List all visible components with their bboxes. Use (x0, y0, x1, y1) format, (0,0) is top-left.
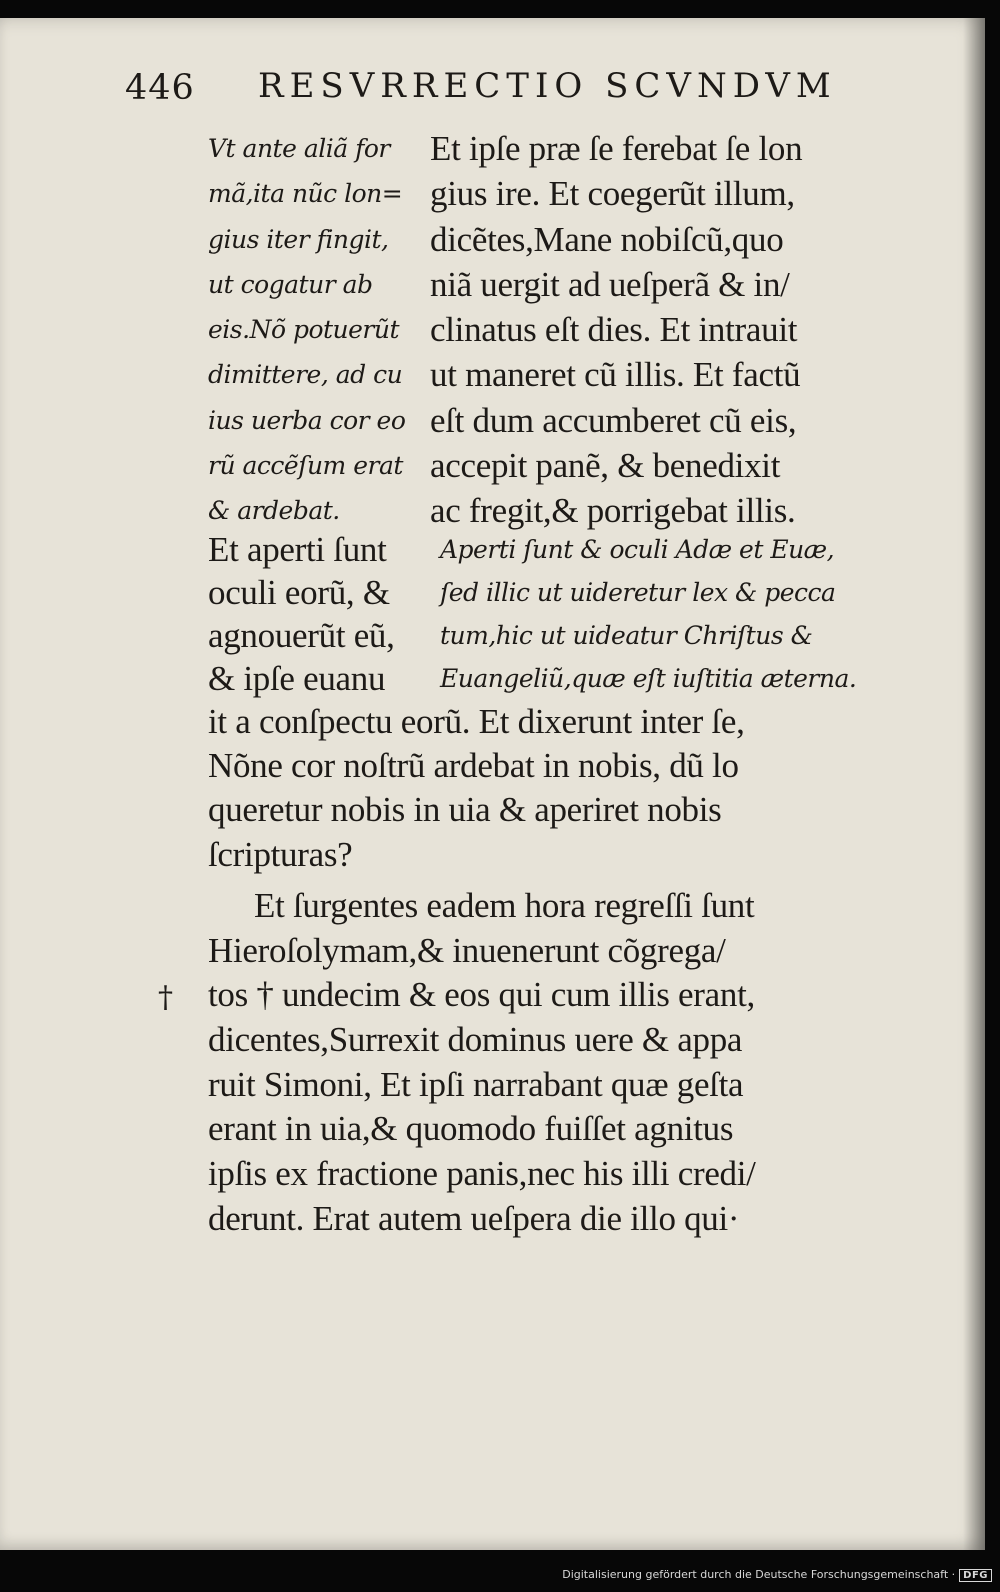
text-line: niã uergit ad ueſperã & in/ (430, 264, 790, 304)
gloss-line: gius iter fingit, (208, 224, 389, 254)
gloss-line: ius uerba cor eo (208, 405, 406, 435)
gloss-line: tum,hic ut uideatur Chriſtus & (440, 621, 813, 650)
marginal-gloss-top (208, 126, 423, 534)
page-number: 446 (125, 68, 195, 108)
gloss-line: & ardebat. (208, 496, 340, 526)
main-text-full-width (208, 700, 888, 877)
main-text-paragraph-2 (208, 884, 888, 1242)
text-line: Hieroſolymam,& inuenerunt cõgrega/ (208, 930, 726, 970)
text-line: & ipſe euanu (208, 659, 386, 698)
text-line: tos † undecim & eos qui cum illis erant, (208, 975, 755, 1015)
text-line: Et aperti ſunt (208, 530, 387, 569)
text-line: agnouerũt eũ, (208, 616, 395, 655)
gloss-line: dimittere, ad cu (208, 360, 403, 390)
text-line: derunt. Erat autem ueſpera die illo qui· (208, 1198, 740, 1238)
text-line: Nõne cor noſtrũ ardebat in nobis, dũ lo (208, 746, 739, 786)
text-line: ruit Simoni, Et ipſi narrabant quæ geſta (208, 1064, 744, 1104)
text-line: gius ire. Et coegerũt illum, (430, 174, 795, 214)
digitization-credit (562, 1568, 992, 1582)
margin-dagger-mark: † (158, 980, 173, 1015)
running-head: RESVRRECTIO SCVNDVM (258, 66, 837, 106)
credit-text: Digitalisierung gefördert durch die Deutsche Forschungsgemeinschaft · (562, 1568, 956, 1581)
text-line: oculi eorũ, & (208, 573, 390, 612)
text-line: dicẽtes,Mane nobiſcũ,quo (430, 219, 784, 259)
text-line: Et ipſe præ ſe ferebat ſe lon (430, 129, 803, 168)
text-line: ſcripturas? (208, 834, 353, 874)
gloss-line: ut cogatur ab (208, 269, 373, 299)
marginal-gloss-mid (440, 528, 880, 700)
gloss-line: Vt ante aliã for (208, 134, 390, 163)
dfg-logo: DFG (959, 1569, 992, 1582)
text-line: clinatus eſt dies. Et intrauit (430, 310, 798, 350)
gloss-line: ſed illic ut uideretur lex & pecca (440, 578, 836, 607)
text-line: queretur nobis in uia & aperiret nobis (208, 790, 722, 830)
text-line: dicentes,Surrexit dominus uere & appa (208, 1020, 743, 1060)
main-text-mid-left (208, 528, 438, 700)
text-line: Et ſurgentes eadem hora regreſſi ſunt (254, 886, 755, 925)
text-line: ut maneret cũ illis. Et factũ (430, 355, 801, 395)
gloss-line: Euangeliũ,quæ eſt iuſtitia æterna. (440, 664, 857, 693)
text-line: eſt dum accumberet cũ eis, (430, 400, 797, 440)
main-text-top (430, 126, 880, 534)
gloss-line: mã,ita nũc lon= (208, 179, 403, 209)
text-line: ac fregit,& porrigebat illis. (430, 491, 796, 531)
gloss-line: rũ accẽſum erat (208, 451, 403, 481)
text-line: erant in uia,& quomodo fuiſſet agnitus (208, 1109, 734, 1149)
text-line: accepit panẽ, & benedixit (430, 446, 781, 486)
text-line: ipſis ex fractione panis,nec his illi credi/ (208, 1154, 756, 1194)
gloss-line: eis.Nõ potuerũt (208, 315, 400, 345)
gloss-line: Aperti ſunt & oculi Adæ et Euæ, (440, 535, 835, 564)
page-gutter-shadow (963, 18, 985, 1550)
text-line: it a conſpectu eorũ. Et dixerunt inter ſe, (208, 702, 745, 741)
book-page (0, 18, 985, 1550)
